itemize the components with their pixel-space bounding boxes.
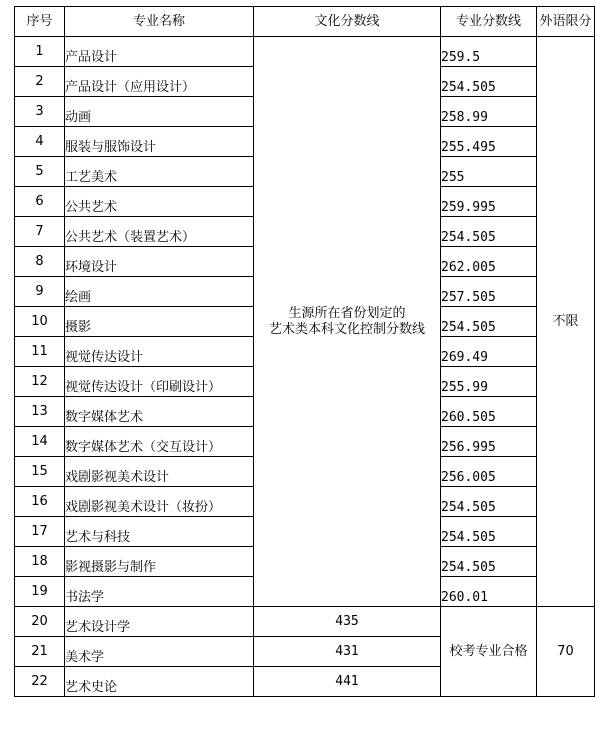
row-number: 13 <box>15 397 65 427</box>
row-number: 20 <box>15 607 65 637</box>
pro-score-lower: 校考专业合格 <box>441 607 537 697</box>
major-name: 动画 <box>65 97 254 127</box>
major-name: 数字媒体艺术 <box>65 397 254 427</box>
major-name: 美术学 <box>65 637 254 667</box>
row-number: 9 <box>15 277 65 307</box>
table-body <box>15 37 595 697</box>
pro-score: 256.005 <box>441 457 537 487</box>
major-name: 视觉传达设计（印刷设计） <box>65 367 254 397</box>
major-name: 艺术与科技 <box>65 517 254 547</box>
header-culture-score: 文化分数线 <box>254 7 441 37</box>
row-number: 19 <box>15 577 65 607</box>
lang-limit-upper: 不限 <box>537 37 595 607</box>
culture-score: 431 <box>254 637 441 667</box>
row-number: 2 <box>15 67 65 97</box>
row-number: 8 <box>15 247 65 277</box>
row-number: 4 <box>15 127 65 157</box>
major-name: 产品设计（应用设计） <box>65 67 254 97</box>
row-number: 21 <box>15 637 65 667</box>
major-name: 影视摄影与制作 <box>65 547 254 577</box>
table-row <box>15 607 595 637</box>
major-name: 服装与服饰设计 <box>65 127 254 157</box>
pro-score: 255.99 <box>441 367 537 397</box>
row-number: 5 <box>15 157 65 187</box>
row-number: 7 <box>15 217 65 247</box>
header-lang-limit: 外语限分 <box>537 7 595 37</box>
major-name: 视觉传达设计 <box>65 337 254 367</box>
pro-score: 259.995 <box>441 187 537 217</box>
pro-score: 257.505 <box>441 277 537 307</box>
pro-score: 258.99 <box>441 97 537 127</box>
row-number: 17 <box>15 517 65 547</box>
major-name: 环境设计 <box>65 247 254 277</box>
header-pro-score: 专业分数线 <box>441 7 537 37</box>
major-name: 绘画 <box>65 277 254 307</box>
pro-score: 254.505 <box>441 67 537 97</box>
pro-score: 254.505 <box>441 217 537 247</box>
culture-score-note-line: 艺术类本科文化控制分数线 <box>268 321 425 337</box>
major-name: 艺术设计学 <box>65 607 254 637</box>
pro-score: 260.01 <box>441 577 537 607</box>
pro-score: 254.505 <box>441 517 537 547</box>
table-row <box>15 37 595 67</box>
major-name: 书法学 <box>65 577 254 607</box>
row-number: 3 <box>15 97 65 127</box>
major-name: 戏剧影视美术设计（妆扮） <box>65 487 254 517</box>
pro-score: 254.505 <box>441 487 537 517</box>
header-major: 专业名称 <box>65 7 254 37</box>
major-name: 公共艺术（装置艺术） <box>65 217 254 247</box>
header-row <box>15 7 595 37</box>
major-name: 产品设计 <box>65 37 254 67</box>
major-name: 艺术史论 <box>65 667 254 697</box>
pro-score: 255 <box>441 157 537 187</box>
row-number: 18 <box>15 547 65 577</box>
pro-score: 255.495 <box>441 127 537 157</box>
pro-score: 256.995 <box>441 427 537 457</box>
major-name: 数字媒体艺术（交互设计） <box>65 427 254 457</box>
culture-score: 441 <box>254 667 441 697</box>
row-number: 12 <box>15 367 65 397</box>
pro-score: 254.505 <box>441 547 537 577</box>
major-name: 工艺美术 <box>65 157 254 187</box>
culture-score-note-line: 生源所在省份划定的 <box>288 305 406 321</box>
row-number: 10 <box>15 307 65 337</box>
culture-score-note <box>254 37 441 607</box>
pro-score: 259.5 <box>441 37 537 67</box>
row-number: 14 <box>15 427 65 457</box>
major-name: 摄影 <box>65 307 254 337</box>
header-no: 序号 <box>15 7 65 37</box>
admission-score-table <box>14 6 595 697</box>
row-number: 6 <box>15 187 65 217</box>
row-number: 16 <box>15 487 65 517</box>
pro-score: 262.005 <box>441 247 537 277</box>
row-number: 15 <box>15 457 65 487</box>
row-number: 22 <box>15 667 65 697</box>
lang-limit-lower: 70 <box>537 607 595 697</box>
pro-score: 254.505 <box>441 307 537 337</box>
pro-score: 269.49 <box>441 337 537 367</box>
row-number: 1 <box>15 37 65 67</box>
row-number: 11 <box>15 337 65 367</box>
pro-score: 260.505 <box>441 397 537 427</box>
major-name: 公共艺术 <box>65 187 254 217</box>
major-name: 戏剧影视美术设计 <box>65 457 254 487</box>
culture-score: 435 <box>254 607 441 637</box>
